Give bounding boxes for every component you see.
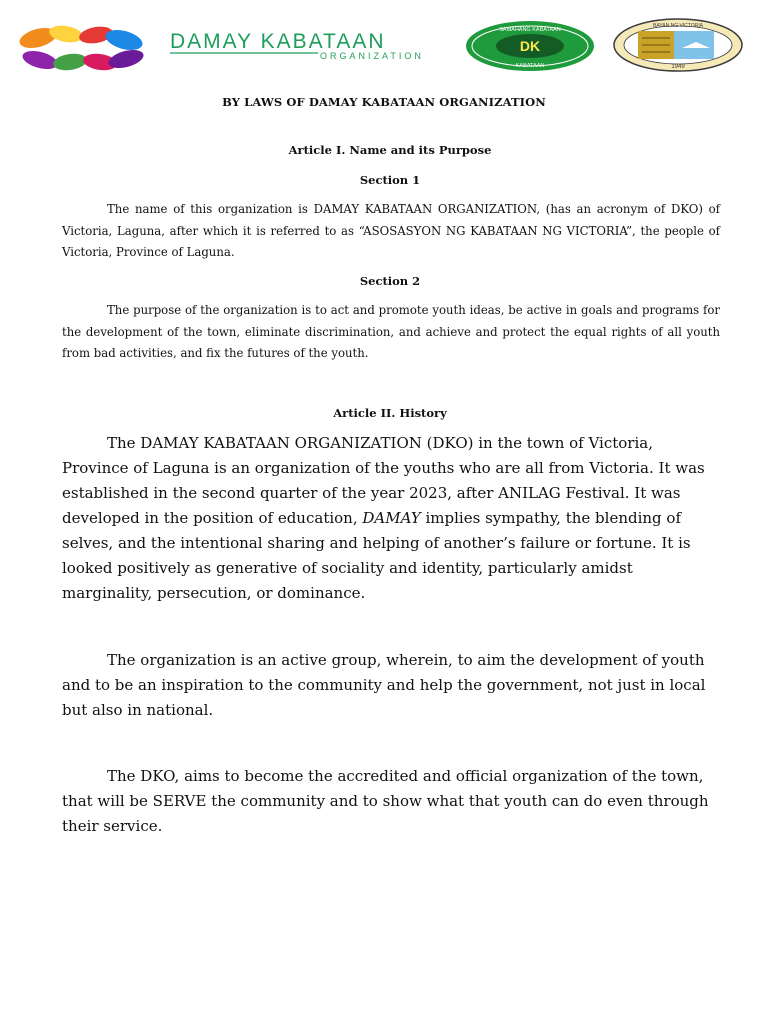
section2-paragraph: The purpose of the organization is to act and promote youth ideas, be active in goals and programs for the development of the town, eliminate discrimination, and achieve and protect the equal rights of all youth from bad activities, and fix the futures of the youth. xyxy=(62,303,720,360)
logo-bar xyxy=(0,0,768,82)
wordmark-text: DAMAY KABATAAN xyxy=(170,30,386,53)
history-p1-end: implies sympathy, the blending of selves, and the intentional sharing and helping of another’s failure or fortune. It is looked positively as generative of sociality and identity, particularly amidst marginality, persecution, or dominance. xyxy=(62,509,691,602)
seal-center-text: DK xyxy=(519,38,541,54)
history-paragraph-3: The DKO, aims to become the accredited and official organization of the town, that will be SERVE the community and to show what that youth can do even through their service. xyxy=(62,767,709,835)
history-paragraph-2: The organization is an active group, wherein, to aim the development of youth and to be an inspiration to the community and help the government, not just in local but also in national. xyxy=(62,651,706,719)
green-seal-logo xyxy=(464,20,596,72)
town-seal-logo xyxy=(612,18,744,72)
wordmark-sub: ORGANIZATION xyxy=(320,51,424,61)
section2-heading: Section 2 xyxy=(359,274,421,288)
damay-emphasis: DAMAY xyxy=(362,509,421,527)
seal-bottom-text: KABATAAN xyxy=(515,63,545,69)
seal-top-text: SAMAHANG KABATAAN xyxy=(499,27,561,33)
article1-heading: Article I. Name and its Purpose xyxy=(288,143,492,157)
town-seal-year: 1949 xyxy=(671,64,685,70)
damay-kabataan-wordmark xyxy=(168,28,448,62)
section1-paragraph: The name of this organization is DAMAY KABATAAN ORGANIZATION, (has an acronym of DKO) of Victoria, Laguna, after which it is referred to as “ASOSASYON NG KABATAAN NG VICTORIA”, the people of Victoria, Province of Laguna. xyxy=(62,202,720,259)
town-seal-top-text: BAYAN NG VICTORIA xyxy=(652,23,704,29)
hands-logo xyxy=(18,22,146,74)
section1-heading: Section 1 xyxy=(359,173,421,187)
history-p1-start: The DAMAY KABATAAN ORGANIZATION (DKO) in the town of Victoria, Province of Laguna is an organization of the youths who are all from Victoria. It was established in the second quarter of the year 2023, after ANILAG Festival. It was developed in the position of education, xyxy=(62,434,705,527)
article2-heading: Article II. History xyxy=(333,406,447,420)
document-title: BY LAWS OF DAMAY KABATAAN ORGANIZATION xyxy=(222,95,546,109)
history-paragraph-1 xyxy=(62,431,722,606)
